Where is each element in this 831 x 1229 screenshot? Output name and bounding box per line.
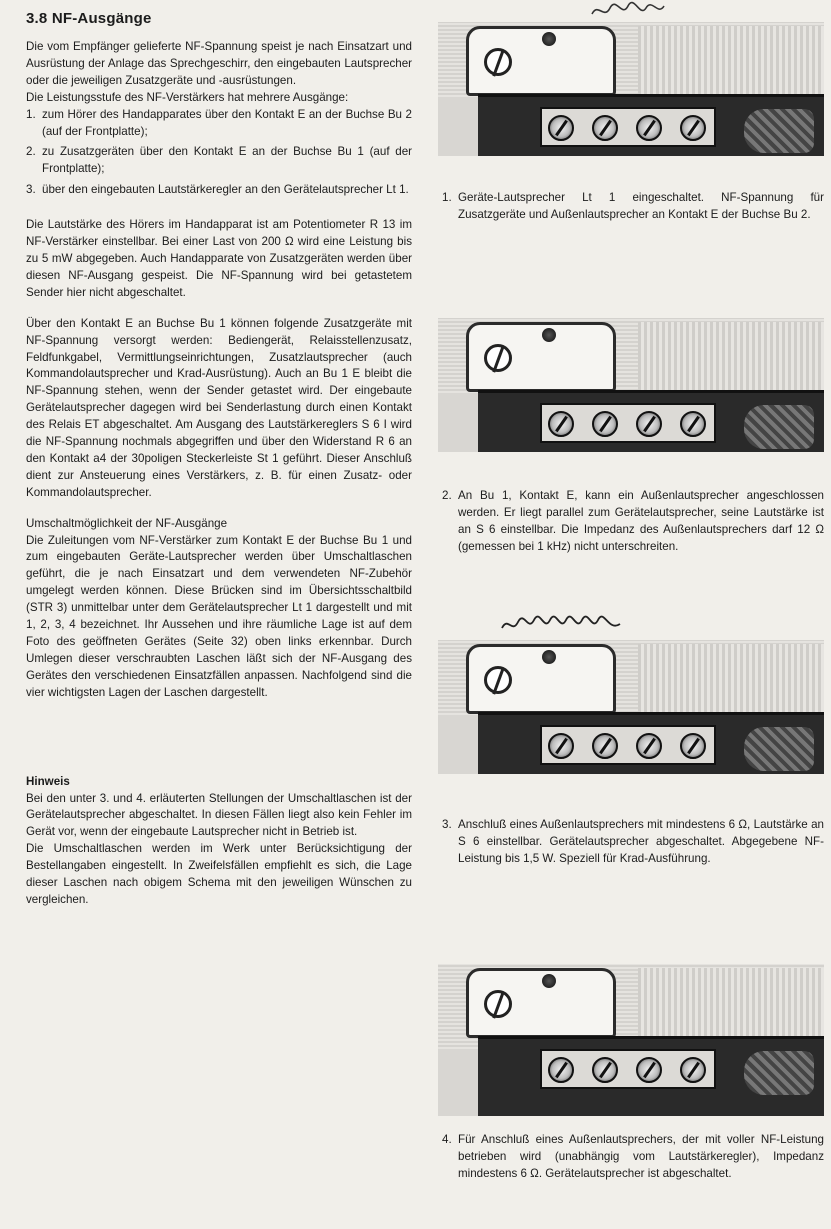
figure-photo-3 xyxy=(438,640,824,774)
figure-caption-1 xyxy=(442,190,824,224)
list-number: 3. xyxy=(26,183,36,197)
caption-number: 4. xyxy=(442,1133,452,1146)
figure-caption-4 xyxy=(442,1132,824,1183)
figure-photo-1 xyxy=(438,22,824,156)
caption-text: Für Anschluß eines Außenlautsprechers, der mit voller NF-Leistung betrieben wird (unabhängig vom Lautstärkeregler), Impedanz mindestens 6 Ω. Gerätelautsprecher ist abgeschaltet. xyxy=(458,1133,824,1180)
outputs-list xyxy=(26,107,412,200)
list-item-text: über den eingebauten Lautstärkeregler an den Gerätelautsprecher Lt 1. xyxy=(42,183,409,197)
caption-number: 3. xyxy=(442,818,452,831)
list-item xyxy=(26,107,412,141)
list-item xyxy=(26,182,412,199)
body-paragraph: Die Lautstärke des Hörers im Handapparat ist am Potentiometer R 13 im NF-Verstärker einstellbar. Bei einer Last von 200 Ω wird eine Leistung bis zu 5 mW abgegeben. Auch Handapparate von Zusatzgeräten werden über diesen NF-Ausgang gespeist. Die NF-Spannung wird bei getastetem Sender hier nicht abgeschaltet. xyxy=(26,218,412,299)
caption-number: 2. xyxy=(442,489,452,502)
figure-column xyxy=(438,0,824,1229)
text-column xyxy=(26,10,412,909)
body-paragraph: Über den Kontakt E an Buchse Bu 1 können folgende Zusatzgeräte mit NF-Spannung versorgt werden: Bediengerät, Relaisstellenzusatz, Feldfunkgabel, Vermittlungseinrichtungen, Zusatzlautsprecher (auch Kommandolautsprecher und Krad-Ausrüstung). Auch an Bu 1 E bleibt die NF-Spannung stehen, wenn der Sender getastet wird. Der eingebaute Gerätelautsprecher dagegen wird bei Senderlastung durch einen Kontakt des Relais ET abgeschaltet. Am Ausgang des Lautstärkereglers S 6 I wird die NF-Spannung nochmals abgegriffen und über den Widerstand R 6 an den Kontakt a4 der 30poligen Steckerleiste St 1 geführt. Dieser Anschluß dient zur Ansteuerung eines Verstärkers, z. B. für einen Zusatz- oder Kommandolautsprecher. xyxy=(26,316,412,499)
knob xyxy=(484,48,512,76)
handwritten-scribble xyxy=(588,0,668,22)
caption-text: Geräte-Lautsprecher Lt 1 eingeschaltet. NF-Spannung für Zusatzgeräte und Außenlautsprecher an Kontakt E der Buchse Bu 2. xyxy=(458,191,824,221)
figure-photo-4 xyxy=(438,964,824,1116)
list-item-text: zu Zusatzgeräten über den Kontakt E an der Buchse Bu 1 (auf der Frontplatte); xyxy=(42,145,412,176)
subsection-heading: Umschaltmöglichkeit der NF-Ausgänge xyxy=(26,516,228,530)
list-item-text: zum Hörer des Handapparates über den Kontakt E an der Buchse Bu 2 (auf der Frontplatte); xyxy=(42,107,412,138)
list-number: 1. xyxy=(26,107,36,121)
hinweis-paragraph: Bei den unter 3. und 4. erläuterten Stellungen der Umschaltlaschen ist der Gerätelautsprecher abgeschaltet. In diesen Fällen liegt also kein Fehler im Gerät vor, wenn der eingebaute Lautsprecher nicht in Betrieb ist. xyxy=(26,791,412,839)
handwritten-scribble xyxy=(498,612,628,638)
caption-text: Anschluß eines Außenlautsprechers mit mindestens 6 Ω, Lautstärke an S 6 einstellbar. Gerätelautsprecher abgeschaltet. Abgegebene NF-Leistung bis 1,5 W. Speziell für Krad-Ausführung. xyxy=(458,818,824,865)
hinweis-paragraph-2: Die Umschaltlaschen werden im Werk unter Berücksichtigung der Bestellangaben eingestellt. In Zweifelsfällen empfiehlt es sich, die Lage dieser Laschen nach obigem Schema mit den jeweiligen Wünschen zu vergleichen. xyxy=(26,842,412,906)
list-number: 2. xyxy=(26,145,36,159)
list-item xyxy=(26,144,412,178)
body-paragraph: Die Zuleitungen vom NF-Verstärker zum Kontakt E der Buchse Bu 1 und zum eingebauten Geräte-Lautsprecher werden über Umschaltlaschen geführt, die je nach Einsatzart und dem verwendeten NF-Zubehör umgelegt werden können. Diese Brücken sind im Übersichtsschaltbild (STR 3) unmittelbar unter dem Gerätelautsprecher Lt 1 dargestellt und mit 1, 2, 3, 4 bezeichnet. Ihr Aussehen und ihre räumliche Lage ist auf dem Foto des geöffneten Gerätes (Seite 32) oben links erkennbar. Durch Umlegen dieser verschraubten Laschen läßt sich der NF-Ausgang des Gerätes den verschiedenen Einsatzfällen anpassen. Nachfolgend sind die vier wichtigsten Lagen der Laschen dargestellt. xyxy=(26,533,412,699)
figure-caption-2 xyxy=(442,488,824,556)
intro-paragraph: Die vom Empfänger gelieferte NF-Spannung speist je nach Einsatzart und Ausrüstung der Anlage das Sprechgeschirr, den eingebauten Lautsprecher oder die jeweiligen Zusatzgeräte und -ausrüstungen. xyxy=(26,40,412,87)
figure-caption-3 xyxy=(442,817,824,868)
section-title: 3.8 NF-Ausgänge xyxy=(26,10,152,27)
caption-number: 1. xyxy=(442,191,452,204)
caption-text: An Bu 1, Kontakt E, kann ein Außenlautsprecher angeschlossen werden. Er liegt parallel zum Gerätelautsprecher, seine Lautstärke ist an S 6 einstellbar. Die Impedanz des Außenlautsprechers darf 12 Ω (gemessen bei 1 kHz) nicht unterschreiten. xyxy=(458,489,824,553)
figure-photo-2 xyxy=(438,318,824,452)
intro-paragraph-2: Die Leistungsstufe des NF-Verstärkers hat mehrere Ausgänge: xyxy=(26,90,349,104)
hinweis-heading: Hinweis xyxy=(26,774,70,788)
